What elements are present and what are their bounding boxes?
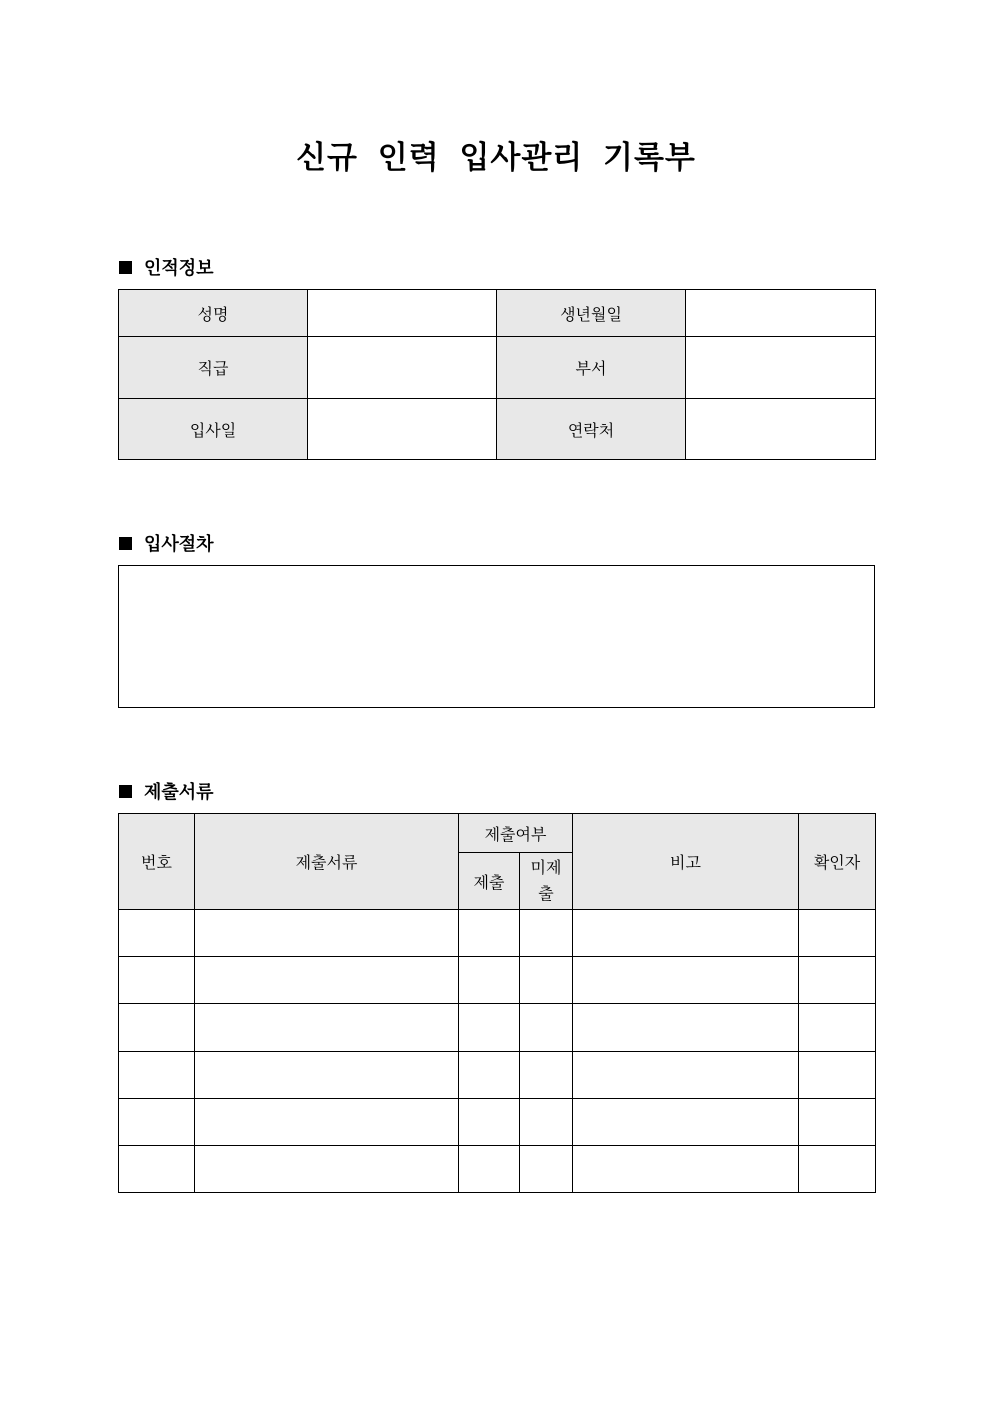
section-procedure-label: 입사절차 <box>144 534 214 555</box>
cell-document[interactable] <box>195 1146 459 1193</box>
cell-submitted[interactable] <box>459 910 520 957</box>
square-bullet-icon <box>119 785 132 798</box>
table-row <box>119 910 876 957</box>
cell-not-submitted[interactable] <box>520 957 573 1004</box>
cell-document[interactable] <box>195 957 459 1004</box>
cell-document[interactable] <box>195 1004 459 1052</box>
cell-document[interactable] <box>195 1099 459 1146</box>
square-bullet-icon <box>119 537 132 550</box>
cell-remarks[interactable] <box>573 957 799 1004</box>
procedure-box[interactable] <box>118 565 875 708</box>
cell-remarks[interactable] <box>573 1146 799 1193</box>
value-position[interactable] <box>308 337 497 399</box>
section-documents-heading <box>119 778 214 804</box>
cell-confirmer[interactable] <box>799 1052 876 1099</box>
header-number: 번호 <box>119 814 195 910</box>
cell-number[interactable] <box>119 1004 195 1052</box>
cell-remarks[interactable] <box>573 1099 799 1146</box>
cell-document[interactable] <box>195 1052 459 1099</box>
value-name[interactable] <box>308 290 497 337</box>
section-personal-heading <box>119 254 214 280</box>
table-row <box>119 1004 876 1052</box>
cell-submitted[interactable] <box>459 1004 520 1052</box>
label-department: 부서 <box>497 337 686 399</box>
cell-not-submitted[interactable] <box>520 1146 573 1193</box>
value-hire-date[interactable] <box>308 399 497 460</box>
documents-header-row <box>119 814 876 853</box>
cell-confirmer[interactable] <box>799 1146 876 1193</box>
section-procedure-heading <box>119 530 214 556</box>
header-confirmer: 확인자 <box>799 814 876 910</box>
cell-not-submitted[interactable] <box>520 1052 573 1099</box>
personal-info-table <box>118 289 876 460</box>
label-contact: 연락처 <box>497 399 686 460</box>
cell-number[interactable] <box>119 1052 195 1099</box>
cell-submitted[interactable] <box>459 957 520 1004</box>
table-row <box>119 957 876 1004</box>
cell-not-submitted[interactable] <box>520 1099 573 1146</box>
label-name: 성명 <box>119 290 308 337</box>
cell-number[interactable] <box>119 957 195 1004</box>
cell-confirmer[interactable] <box>799 910 876 957</box>
table-row <box>119 1099 876 1146</box>
label-position: 직급 <box>119 337 308 399</box>
cell-not-submitted[interactable] <box>520 1004 573 1052</box>
header-remarks: 비고 <box>573 814 799 910</box>
cell-number[interactable] <box>119 1146 195 1193</box>
value-contact[interactable] <box>686 399 876 460</box>
header-not-submitted <box>520 853 573 910</box>
cell-confirmer[interactable] <box>799 1099 876 1146</box>
table-row <box>119 1146 876 1193</box>
value-birthdate[interactable] <box>686 290 876 337</box>
personal-row <box>119 290 876 337</box>
header-document: 제출서류 <box>195 814 459 910</box>
label-birthdate: 생년월일 <box>497 290 686 337</box>
cell-document[interactable] <box>195 910 459 957</box>
cell-remarks[interactable] <box>573 910 799 957</box>
personal-row <box>119 399 876 460</box>
cell-remarks[interactable] <box>573 1004 799 1052</box>
square-bullet-icon <box>119 261 132 274</box>
personal-row <box>119 337 876 399</box>
cell-submitted[interactable] <box>459 1146 520 1193</box>
cell-submitted[interactable] <box>459 1099 520 1146</box>
header-submitted-group: 제출여부 <box>459 814 573 853</box>
header-submitted: 제출 <box>459 853 520 910</box>
cell-submitted[interactable] <box>459 1052 520 1099</box>
cell-number[interactable] <box>119 1099 195 1146</box>
documents-table <box>118 813 876 1193</box>
cell-confirmer[interactable] <box>799 957 876 1004</box>
cell-not-submitted[interactable] <box>520 910 573 957</box>
cell-confirmer[interactable] <box>799 1004 876 1052</box>
table-row <box>119 1052 876 1099</box>
value-department[interactable] <box>686 337 876 399</box>
label-hire-date: 입사일 <box>119 399 308 460</box>
header-not-submitted-line2: 출 <box>538 884 554 903</box>
section-personal-label: 인적정보 <box>144 258 214 279</box>
cell-remarks[interactable] <box>573 1052 799 1099</box>
page-title: 신규 인력 입사관리 기록부 <box>296 140 696 176</box>
cell-number[interactable] <box>119 910 195 957</box>
header-not-submitted-line1: 미제 <box>530 858 562 877</box>
section-documents-label: 제출서류 <box>144 782 214 803</box>
